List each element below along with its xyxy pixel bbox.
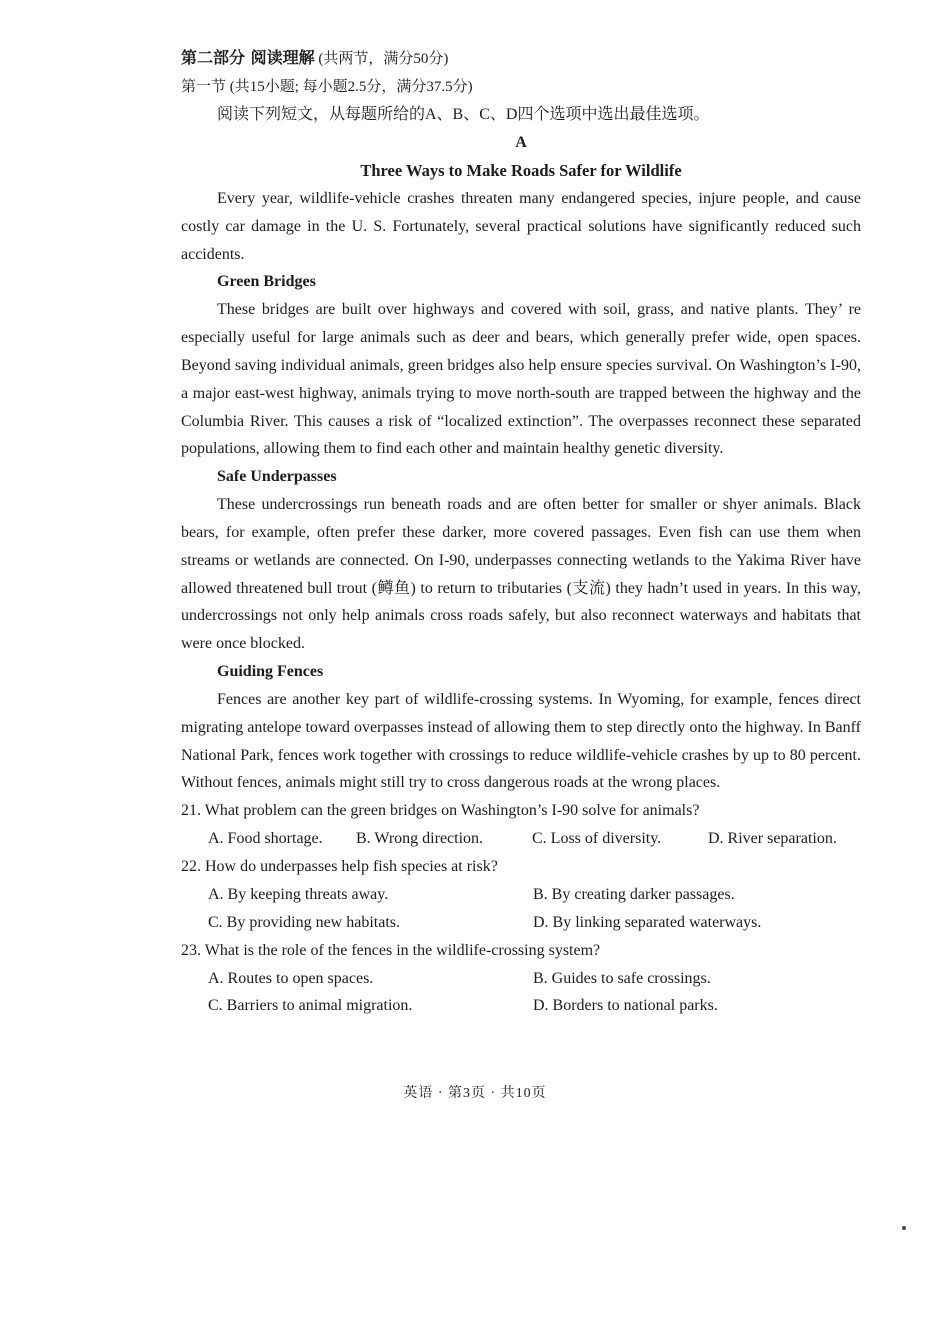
option-22-b: B. By creating darker passages. (533, 885, 735, 903)
instruction-text: 阅读下列短文，从每题所给的A、B、C、D四个选项中选出最佳选项。 (217, 106, 710, 123)
part-note: (共两节，满分50分) (314, 51, 449, 67)
scan-speck (902, 1226, 906, 1230)
question-22-options (181, 881, 861, 937)
option-23-a: A. Routes to open spaces. (208, 969, 374, 987)
section-heading: 第一节 (共15小题; 每小题2.5分，满分37.5分) (181, 79, 473, 95)
question-22-stem: 22. How do underpasses help fish species at risk? (181, 857, 498, 875)
option-22-a: A. By keeping threats away. (208, 885, 389, 903)
question-21-stem: 21. What problem can the green bridges on Washington’s I-90 solve for animals? (181, 802, 700, 820)
option-22-c: C. By providing new habitats. (208, 913, 400, 931)
option-21-d: D. River separation. (708, 830, 837, 848)
section-text-green-bridges: These bridges are built over highways and covered with soil, grass, and native plants. They’ re especially useful for large animals such as deer and bears, which generally prefer wide, open spaces. Beyond saving individual animals, green bridges also help ensure species survival. On Washington’s I-90, a major east-west highway, animals trying to move north-south are trapped between the highway and the Columbia River. This causes a risk of “localized extinction”. The overpasses reconnect these separated populations, allowing them to find each other and maintain healthy genetic diversity. (181, 301, 861, 458)
passage-label: A (515, 134, 527, 151)
exam-page (181, 44, 861, 1020)
option-23-b: B. Guides to safe crossings. (533, 969, 711, 987)
section-heading-safe-underpasses: Safe Underpasses (217, 468, 337, 486)
option-21-b: B. Wrong direction. (356, 830, 484, 848)
section-heading-guiding-fences: Guiding Fences (217, 662, 324, 680)
option-23-c: C. Barriers to animal migration. (208, 997, 413, 1015)
option-22-d: D. By linking separated waterways. (533, 913, 762, 931)
page-footer: 英语 · 第3页 · 共10页 (403, 1086, 547, 1101)
part-heading (181, 44, 861, 73)
section-text-guiding-fences: Fences are another key part of wildlife-crossing systems. In Wyoming, for example, fences direct migrating antelope toward overpasses instead of allowing them to step directly onto the highway. In Banff National Park, fences work together with crossings to reduce wildlife-vehicle crashes by up to 80 percent. Without fences, animals might still try to cross dangerous roads at the wrong places. (181, 690, 861, 792)
option-23-d: D. Borders to national parks. (533, 997, 718, 1015)
section-heading-green-bridges: Green Bridges (217, 273, 316, 291)
question-21-options (181, 825, 861, 853)
question-23-options (181, 965, 861, 1021)
part-label: 第二部分 阅读理解 (181, 48, 315, 67)
question-23-stem: 23. What is the role of the fences in the wildlife-crossing system? (181, 941, 601, 959)
section-text-safe-underpasses: These undercrossings run beneath roads and are often better for smaller or shyer animals. Black bears, for example, often prefer these darker, more covered passages. Even fish can use them when streams or wetlands are connected. On I-90, underpasses connecting wetlands to the Yakima River have allowed threatened bull trout (鳟鱼) to return to tributaries (支流) they hadn’t used in years. In this way, undercrossings not only help animals cross roads safely, but also reconnect waterways and habitats that were once blocked. (181, 496, 861, 653)
option-21-a: A. Food shortage. (208, 830, 323, 848)
passage-intro: Every year, wildlife-vehicle crashes threaten many endangered species, injure people, and cause costly car damage in the U. S. Fortunately, several practical solutions have significantly reduced such accidents. (181, 190, 861, 263)
option-21-c: C. Loss of diversity. (532, 830, 662, 848)
passage-title: Three Ways to Make Roads Safer for Wildlife (360, 161, 682, 180)
